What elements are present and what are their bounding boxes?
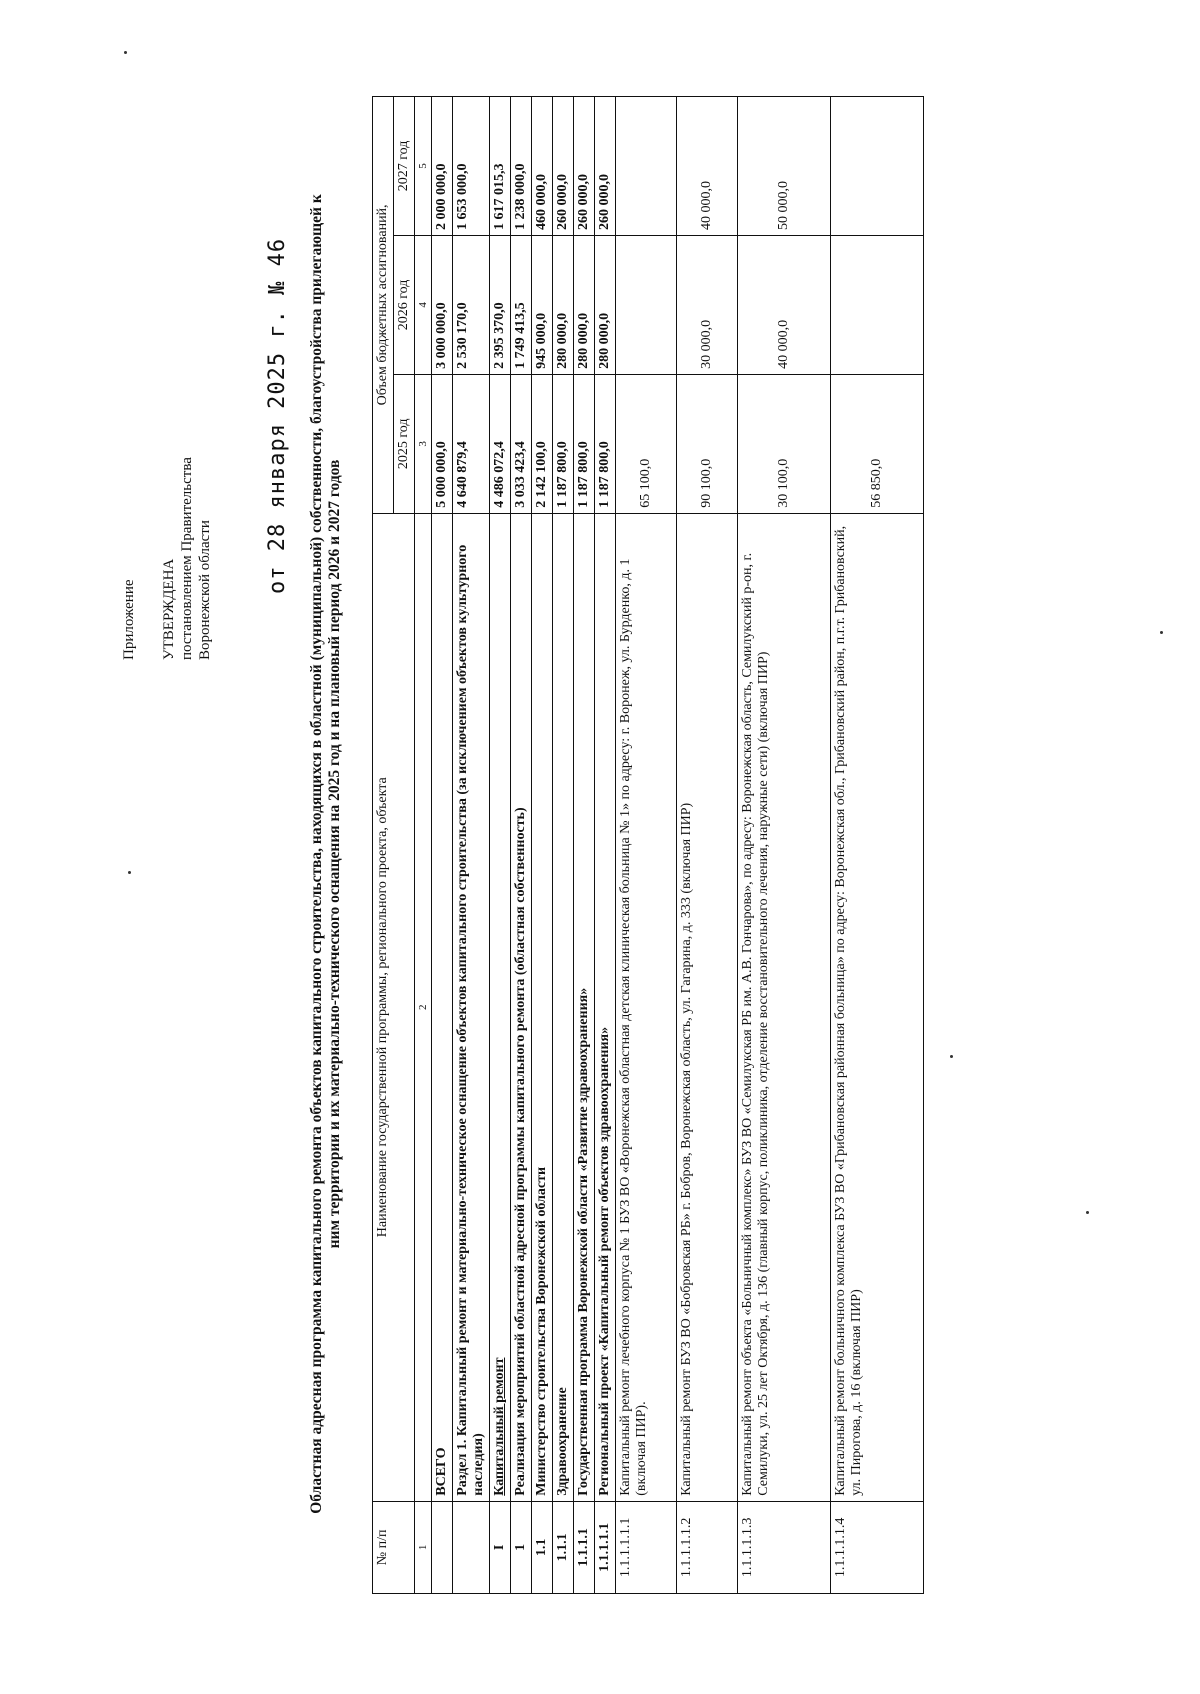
table-row (595, 97, 616, 1594)
row-num: 1.1.1.1.1.1 (616, 1501, 677, 1593)
row-value-2026 (831, 235, 924, 374)
row-value-2026 (616, 235, 677, 374)
row-value-2025: 1 187 800,0 (574, 374, 595, 513)
table-row (553, 97, 574, 1594)
row-value-2027: 1 238 000,0 (511, 97, 532, 236)
row-value-2026: 280 000,0 (553, 235, 574, 374)
scan-speck (124, 51, 127, 54)
row-value-2027: 460 000,0 (532, 97, 553, 236)
row-value-2026: 3 000 000,0 (432, 235, 453, 374)
row-name: Министерство строительства Воронежской области (532, 513, 553, 1501)
table-row (574, 97, 595, 1594)
row-value-2027: 50 000,0 (738, 97, 831, 236)
col-index: 1 (415, 1501, 432, 1593)
row-value-2025: 4 486 072,4 (490, 374, 511, 513)
row-num (453, 1501, 490, 1593)
row-num: I (490, 1501, 511, 1593)
header-num: № п/п (373, 1501, 415, 1593)
row-value-2025: 1 187 800,0 (595, 374, 616, 513)
approved-label: УТВЕРЖДЕНА (161, 558, 177, 660)
row-num: 1 (511, 1501, 532, 1593)
row-value-2026: 280 000,0 (574, 235, 595, 374)
row-name (490, 513, 511, 1501)
row-value-2026: 2 395 370,0 (490, 235, 511, 374)
row-value-2027: 260 000,0 (595, 97, 616, 236)
col-index: 5 (415, 97, 432, 236)
row-value-2026: 40 000,0 (738, 235, 831, 374)
row-value-2026: 1 749 413,5 (511, 235, 532, 374)
row-value-2027: 260 000,0 (553, 97, 574, 236)
row-value-2026: 30 000,0 (677, 235, 738, 374)
table-row (738, 97, 831, 1594)
row-name: ВСЕГО (432, 513, 453, 1501)
row-value-2027: 1 617 015,3 (490, 97, 511, 236)
row-name: Капитальный ремонт больничного комплекса БУЗ ВО «Грибановская районная больница» по адресу: Воронежская обл., Грибановский район, п.г.т. Грибановский, ул. Пирогова, д. 16 (включая ПИР) (831, 513, 924, 1501)
row-value-2027: 260 000,0 (574, 97, 595, 236)
header-2026: 2026 год (394, 235, 415, 374)
header-name: Наименование государственной программы, регионального проекта, объекта (373, 513, 415, 1501)
appendix-label: Приложение (121, 579, 137, 660)
row-value-2027 (831, 97, 924, 236)
row-name: Капитальный ремонт лечебного корпуса № 1 БУЗ ВО «Воронежская областная детская клиническая больница № 1» по адресу: г. Воронеж, ул. Бурденко, д. 1 (включая ПИР). (616, 513, 677, 1501)
row-value-2026: 2 530 170,0 (453, 235, 490, 374)
table-row (432, 97, 453, 1594)
row-num: 1.1.1.1.1.3 (738, 1501, 831, 1593)
row-num (432, 1501, 453, 1593)
row-value-2026: 945 000,0 (532, 235, 553, 374)
row-name: Региональный проект «Капитальный ремонт объектов здравоохранения» (595, 513, 616, 1501)
table-row (831, 97, 924, 1594)
approval-stamp (120, 300, 214, 660)
document-title: Областная адресная программа капитального ремонта объектов капитального строительства, находящихся в областной (муниципальной) собственности, благоустройства прилегающей к ним территории и их материально-технического оснащения на 2025 год и на плановый период 2026 и 2027 годов (308, 194, 343, 1514)
row-num: 1.1 (532, 1501, 553, 1593)
document-date: от 28 января 2025 г. № 46 (265, 237, 290, 594)
row-value-2025: 5 000 000,0 (432, 374, 453, 513)
row-value-2025: 65 100,0 (616, 374, 677, 513)
row-value-2025: 4 640 879,4 (453, 374, 490, 513)
col-index: 4 (415, 235, 432, 374)
approved-by: постановлением Правительства (179, 457, 195, 660)
scan-speck (1086, 1211, 1089, 1214)
header-2025: 2025 год (394, 374, 415, 513)
row-value-2025: 56 850,0 (831, 374, 924, 513)
row-num: 1.1.1.1.1 (595, 1501, 616, 1593)
col-index: 2 (415, 513, 432, 1501)
row-num: 1.1.1.1.1.4 (831, 1501, 924, 1593)
row-value-2025: 90 100,0 (677, 374, 738, 513)
row-value-2025: 3 033 423,4 (511, 374, 532, 513)
table-row (677, 97, 738, 1594)
region-label: Воронежской области (197, 520, 213, 660)
table-row (490, 97, 511, 1594)
table-row (532, 97, 553, 1594)
row-num: 1.1.1.1.1.2 (677, 1501, 738, 1593)
program-table (372, 96, 924, 1594)
row-value-2025: 30 100,0 (738, 374, 831, 513)
col-index: 3 (415, 374, 432, 513)
row-name: Здравоохранение (553, 513, 574, 1501)
table-row (511, 97, 532, 1594)
row-value-2027: 1 653 000,0 (453, 97, 490, 236)
row-name: Капитальный ремонт объекта «Больничный комплекс» БУЗ ВО «Семилукская РБ им. А.В. Гончарова», по адресу: Воронежская область, Семилукский р-он, г. Семилуки, ул. 25 лет Октября, д. 136 (главный корпус, поликлиника, отделение восстановительного лечения, наружные сети) (включая ПИР) (738, 513, 831, 1501)
row-value-2027 (616, 97, 677, 236)
row-name: Раздел 1. Капитальный ремонт и материально-техническое оснащение объектов капитального строительства (за исключением объектов культурного наследия) (453, 513, 490, 1501)
row-value-2027: 2 000 000,0 (432, 97, 453, 236)
row-name: Государственная программа Воронежской области «Развитие здравоохранения» (574, 513, 595, 1501)
scan-speck (1160, 631, 1163, 634)
header-2027: 2027 год (394, 97, 415, 236)
scan-speck (950, 1055, 953, 1058)
row-value-2025: 2 142 100,0 (532, 374, 553, 513)
table-row (616, 97, 677, 1594)
row-num: 1.1.1 (553, 1501, 574, 1593)
header-budget: Объем бюджетных ассигнований, (373, 97, 394, 514)
row-value-2027: 40 000,0 (677, 97, 738, 236)
row-value-2025: 1 187 800,0 (553, 374, 574, 513)
row-name: Реализация мероприятий областной адресной программы капитального ремонта (областная собственность) (511, 513, 532, 1501)
row-num: 1.1.1.1 (574, 1501, 595, 1593)
row-name: Капитальный ремонт БУЗ ВО «Бобровская РБ» г. Бобров, Воронежская область, ул. Гагарина, д. 333 (включая ПИР) (677, 513, 738, 1501)
table-row (453, 97, 490, 1594)
row-name-text: Капитальный ремонт (492, 1357, 507, 1496)
scan-speck (128, 871, 131, 874)
row-value-2026: 280 000,0 (595, 235, 616, 374)
